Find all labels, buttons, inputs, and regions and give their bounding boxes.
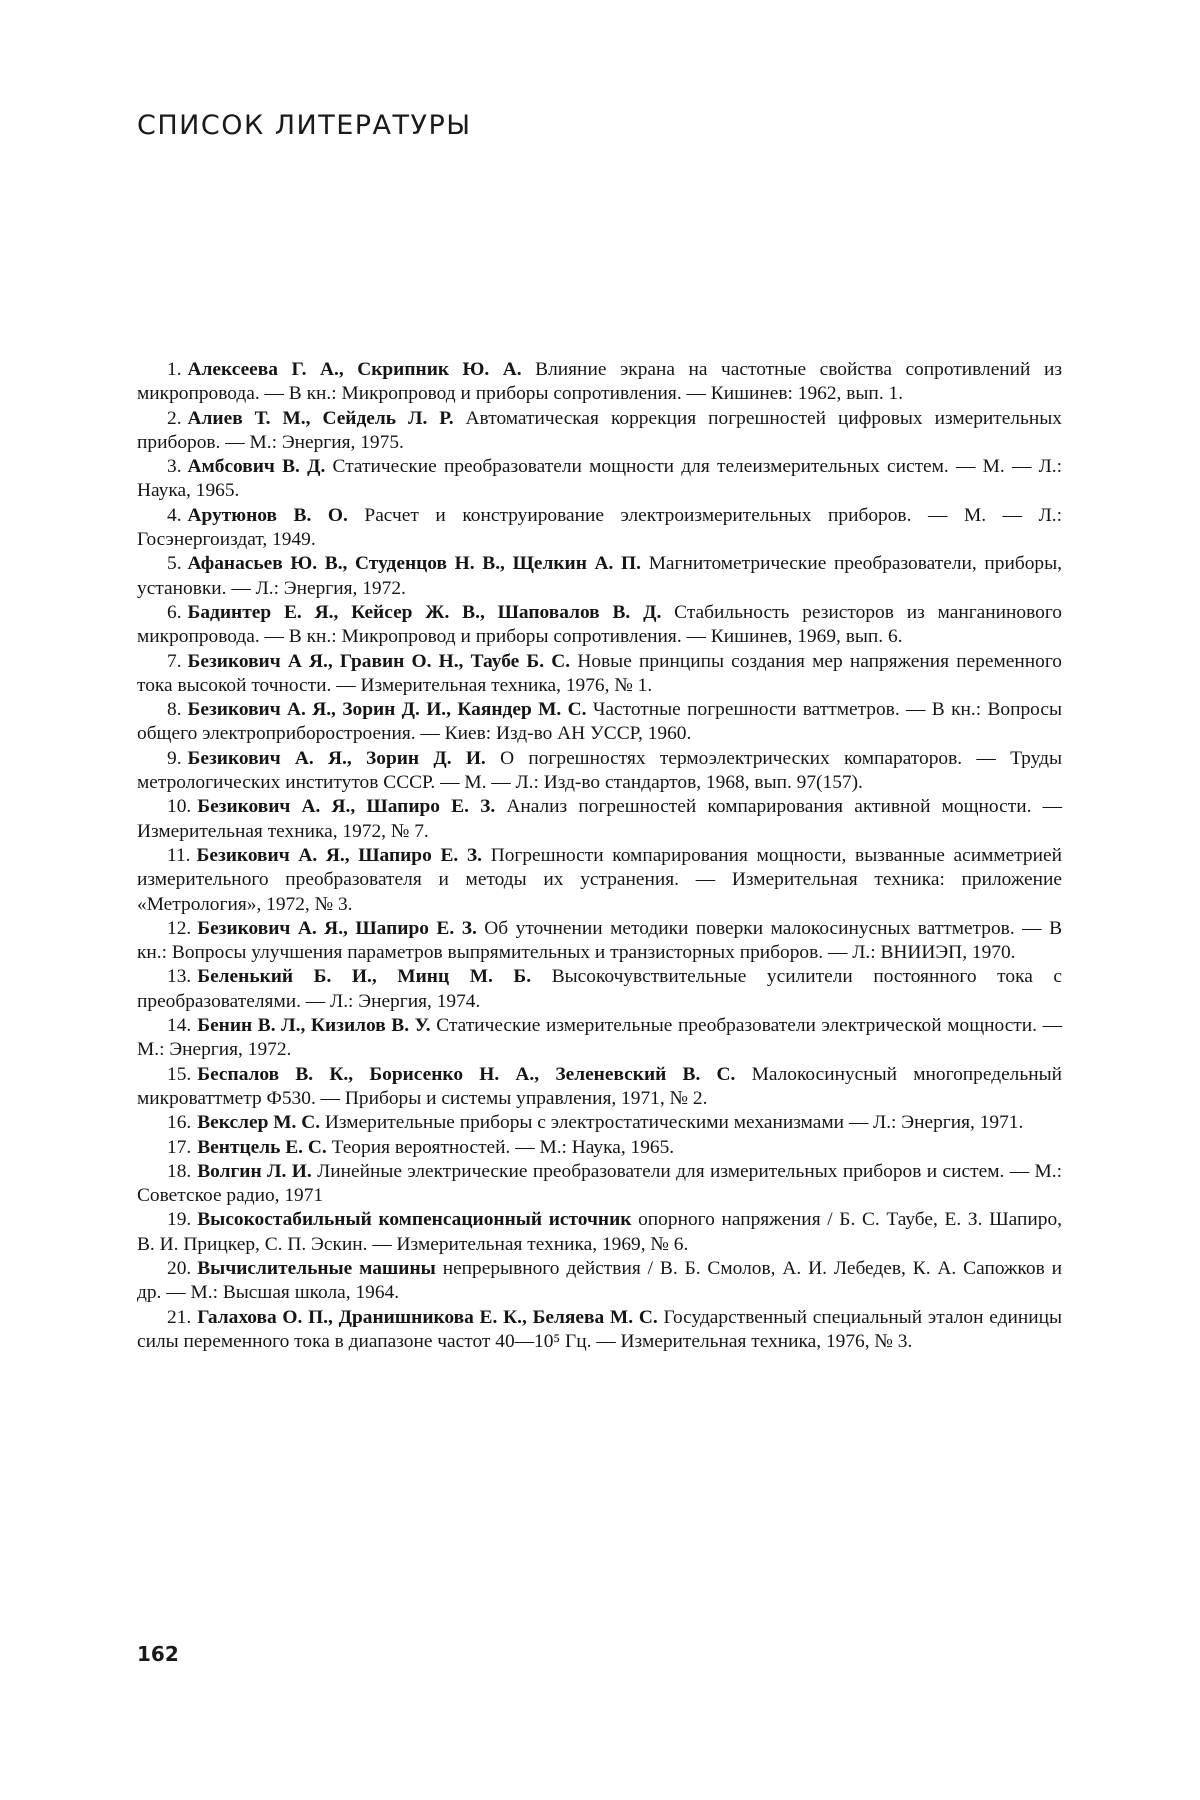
entry-number: 6. — [167, 601, 182, 623]
entry-text: Теория вероятностей. — М.: Наука, 1965. — [331, 1136, 675, 1158]
entry-authors: Векслер М. С. — [197, 1112, 321, 1134]
entry-number: 11. — [167, 844, 191, 866]
entry-number: 18. — [167, 1160, 192, 1182]
entry-text: Высокочувствительные усилители постоянного тока с преобразователями. — Л.: Энергия, 1974. — [137, 966, 1062, 1012]
entry-authors: Безикович А. Я., Шапиро Е. З. — [197, 796, 496, 818]
entry-authors: Амбсович В. Д. — [187, 456, 326, 478]
bibliography-entry — [137, 552, 1062, 601]
bibliography-entry — [137, 455, 1062, 504]
entry-authors: Безикович А. Я., Зорин Д. И. — [187, 747, 486, 769]
entry-number: 12. — [167, 917, 192, 939]
entry-authors: Безикович А. Я., Шапиро Е. З. — [196, 844, 483, 866]
entry-authors: Высокостабильный компенсационный источник — [197, 1209, 632, 1231]
entry-number: 16. — [167, 1112, 192, 1134]
entry-text: Анализ погрешностей компарирования активной мощности. — Измерительная техника, 1972, № 7. — [137, 796, 1062, 842]
entry-number: 9. — [167, 747, 182, 769]
entry-text: Расчет и конструирование электроизмерительных приборов. — М. — Л.: Госэнергоиздат, 1949. — [137, 504, 1062, 551]
bibliography-entry — [137, 795, 1062, 844]
entry-text: Частотные погрешности ваттметров. — В кн.: Вопросы общего электроприборостроения. — Киев: Изд-во АН УССР, 1960. — [137, 699, 1062, 745]
entry-authors: Волгин Л. И. — [197, 1160, 312, 1182]
bibliography-entry — [137, 504, 1062, 553]
entry-authors: Безикович А. Я., Шапиро Е. З. — [197, 917, 477, 939]
entry-authors: Безикович А Я., Гравин О. Н., Таубе Б. С. — [187, 650, 571, 672]
entry-text: Об уточнении методики поверки малокосинусных ваттметров. — В кн.: Вопросы улучшения параметров выпрямительных и транзисторных приборов. — Л.: ВНИИЭП, 1970. — [137, 917, 1062, 964]
entry-authors: Афанасьев Ю. В., Студенцов Н. В., Щелкин А. П. — [187, 553, 641, 575]
bibliography-entry — [137, 407, 1062, 456]
entry-text: Статические преобразователи мощности для телеизмерительных систем. — М. — Л.: Наука, 1965. — [137, 456, 1062, 502]
entry-authors: Галахова О. П., Дранишникова Е. К., Беляева М. С. — [197, 1306, 658, 1328]
entry-authors: Алиев Т. М., Сейдель Л. Р. — [187, 407, 454, 429]
entry-authors: Алексеева Г. А., Скрипник Ю. А. — [187, 359, 522, 380]
entry-number: 17. — [167, 1136, 192, 1158]
entry-number: 4. — [167, 504, 182, 526]
bibliography-entry — [137, 844, 1062, 917]
entry-authors: Вычислительные машины — [197, 1257, 436, 1279]
entry-text: Новые принципы создания мер напряжения переменного тока высокой точности. — Измерительная техника, 1976, № 1. — [137, 650, 1062, 696]
entry-number: 3. — [167, 456, 182, 478]
entry-authors: Бадинтер Е. Я., Кейсер Ж. В., Шаповалов В. Д. — [187, 601, 662, 623]
entry-text: Измерительные приборы с электростатическими механизмами — Л.: Энергия, 1971. — [324, 1112, 1024, 1134]
bibliography-entry — [137, 358, 1062, 407]
entry-number: 19. — [167, 1209, 192, 1231]
entry-number: 5. — [167, 553, 182, 575]
bibliography-entry — [137, 965, 1062, 1014]
entry-number: 20. — [167, 1257, 192, 1279]
entry-authors: Бенин В. Л., Кизилов В. У. — [197, 1015, 431, 1037]
entry-number: 2. — [167, 407, 182, 429]
entry-authors: Вентцель Е. С. — [197, 1136, 327, 1158]
bibliography-entry — [137, 1111, 1062, 1135]
bibliography-entry — [137, 1306, 1062, 1355]
entry-authors: Беспалов В. К., Борисенко Н. А., Зеленевский В. С. — [197, 1063, 736, 1085]
entry-text: Линейные электрические преобразователи для измерительных приборов и систем. — М.: Советское радио, 1971 — [137, 1160, 1063, 1207]
entry-authors: Безикович А. Я., Зорин Д. И., Каяндер М. С. — [187, 699, 587, 721]
bibliography-list — [137, 358, 1062, 1354]
entry-authors: Арутюнов В. О. — [187, 504, 348, 526]
page-title: СПИСОК ЛИТЕРАТУРЫ — [137, 110, 472, 141]
bibliography-entry — [137, 1257, 1062, 1306]
bibliography-entry — [137, 1160, 1062, 1209]
entry-text: опорного напряжения / Б. С. Таубе, Е. З. Шапиро, В. И. Прицкер, С. П. Эскин. — Измерительная техника, 1969, № 6. — [137, 1209, 1063, 1255]
entry-number: 14. — [167, 1015, 192, 1037]
entry-number: 13. — [167, 966, 192, 988]
entry-text: Влияние экрана на частотные свойства сопротивлений из микропровода. — В кн.: Микропровод и приборы сопротивления. — Кишинев: 1962, вып. 1. — [137, 359, 1062, 405]
entry-number: 1. — [167, 359, 182, 380]
bibliography-entry — [137, 747, 1062, 796]
entry-text: Стабильность резисторов из манганинового микропровода. — В кн.: Микропровод и приборы сопротивления. — Кишинев, 1969, вып. 6. — [137, 601, 1062, 648]
entry-text: непрерывного действия / В. Б. Смолов, А. И. Лебедев, К. А. Сапожков и др. — М.: Высшая школа, 1964. — [137, 1257, 1062, 1304]
entry-text: Погрешности компарирования мощности, вызванные асимметрией измерительного преобразователя и методы их устранения. — Измерительная техника: приложение «Метрология», 1972, № 3. — [137, 844, 1062, 915]
bibliography-entry — [137, 698, 1062, 747]
bibliography-entry — [137, 650, 1062, 699]
entry-text: О погрешностях термоэлектрических компараторов. — Труды метрологических институтов СССР. — М. — Л.: Изд-во стандартов, 1968, вып. 97(157). — [137, 747, 1062, 794]
entry-number: 8. — [167, 699, 182, 721]
entry-number: 7. — [167, 650, 182, 672]
bibliography-entry — [137, 601, 1062, 650]
bibliography-entry — [137, 1136, 1062, 1160]
entry-text: Государственный специальный эталон единицы силы переменного тока в диапазоне частот 40—10⁵ Гц. — Измерительная техника, 1976, № 3. — [137, 1306, 1062, 1352]
bibliography-entry — [137, 1063, 1062, 1112]
entry-number: 10. — [167, 796, 192, 818]
entry-number: 21. — [167, 1306, 192, 1328]
entry-authors: Беленький Б. И., Минц М. Б. — [197, 966, 532, 988]
entry-text: Статические измерительные преобразователи электрической мощности. — М.: Энергия, 1972. — [137, 1015, 1062, 1061]
bibliography-entry — [137, 1208, 1062, 1257]
entry-text: Малокосинусный многопредельный микроваттметр Ф530. — Приборы и системы управления, 1971, № 2. — [137, 1063, 1062, 1109]
bibliography-entry — [137, 1014, 1062, 1063]
page-number: 162 — [137, 1642, 179, 1666]
entry-number: 15. — [167, 1063, 192, 1085]
entry-text: Магнитометрические преобразователи, приборы, установки. — Л.: Энергия, 1972. — [137, 553, 1062, 599]
bibliography-entry — [137, 917, 1062, 966]
entry-text: Автоматическая коррекция погрешностей цифровых измерительных приборов. — М.: Энергия, 1975. — [137, 407, 1062, 453]
